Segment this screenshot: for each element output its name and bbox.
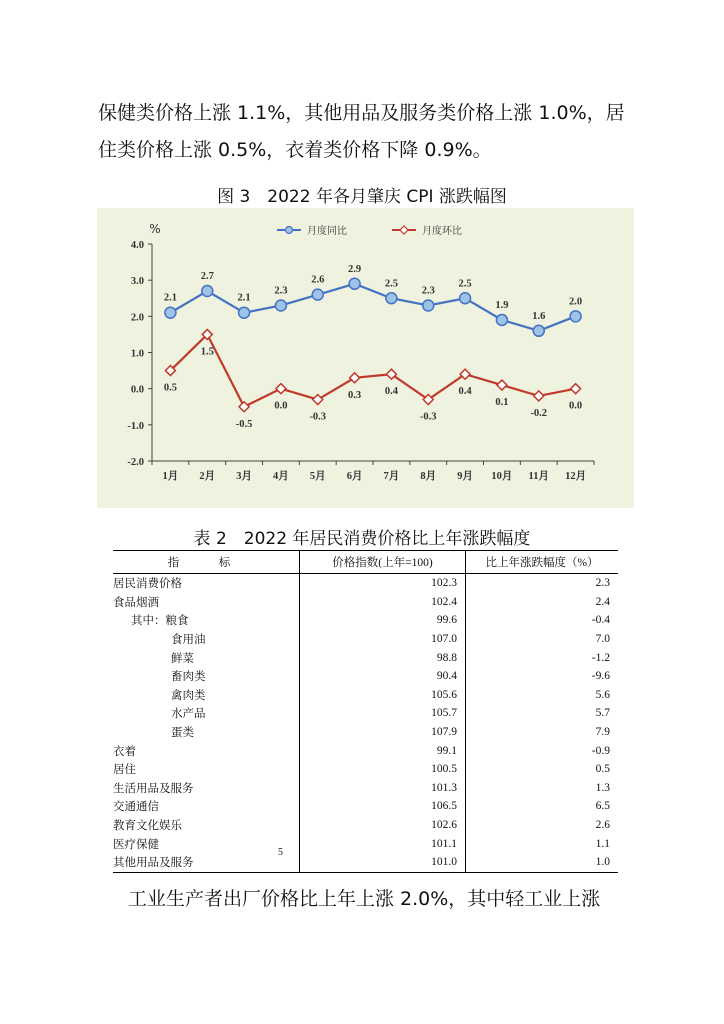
row-index: 99.1 [300,741,466,760]
series-line-mom [170,334,575,409]
row-index: 105.6 [300,686,466,705]
row-indicator: 医疗保健 [113,834,300,853]
y-tick-label: 1.0 [130,348,144,360]
row-indicator: 其中：粮食 [113,611,300,630]
legend-marker [400,226,408,234]
data-label: 2.7 [200,271,214,283]
table-row [113,779,618,798]
row-index: 105.7 [300,704,466,723]
data-point-mom [239,402,249,412]
x-tick-label: 12月 [565,471,587,482]
body-paragraph-top: 保健类价格上涨 1.1%，其他用品及服务类价格上涨 1.0%，居住类价格上涨 0.5%，衣着类价格下降 0.9%。 [98,102,625,161]
data-label: 2.0 [569,296,583,308]
x-tick-label: 3月 [236,471,252,482]
legend-label: 月度环比 [422,226,462,237]
data-label: -0.3 [419,411,437,423]
y-tick-label: 4.0 [130,240,144,251]
table-row [113,834,618,853]
y-tick-label: 0.0 [130,384,144,396]
x-tick-label: 6月 [346,471,363,482]
y-tick-label: -2.0 [127,457,144,468]
series-line-yoy [170,284,575,331]
row-index: 102.3 [300,574,466,593]
chart-canvas [97,208,634,508]
row-change: 5.6 [595,688,610,701]
row-indicator: 居民消费价格 [113,574,300,593]
row-index: 107.0 [300,630,466,649]
data-label: 0.5 [163,382,177,394]
data-label: 2.9 [348,263,362,275]
data-label: 0.4 [458,386,472,398]
data-label: 1.6 [532,310,546,322]
header-indicator: 指 标 [113,551,300,574]
data-label: 1.5 [200,346,214,358]
data-label: 2.6 [311,274,325,286]
row-change: 0.5 [595,763,610,776]
data-label: 0.1 [495,397,509,409]
table-row [113,797,618,816]
figure-caption: 图 3 2022 年各月肇庆 CPI 涨跌幅图 [217,187,507,207]
x-tick-label: 9月 [457,471,473,482]
data-label: 0.0 [274,400,288,412]
header-index: 价格指数(上年=100) [300,551,466,574]
data-point-yoy [496,314,507,325]
row-index: 101.0 [300,853,466,872]
row-indicator: 食品烟酒 [113,593,300,612]
table-row [113,686,618,705]
data-point-yoy [165,307,176,318]
data-point-yoy [423,300,434,311]
row-indicator: 生活用品及服务 [113,779,300,798]
row-index: 101.3 [300,779,466,798]
data-label: 0.4 [384,386,398,398]
data-label: -0.2 [530,407,548,419]
table-body [113,574,618,873]
table-row [113,816,618,835]
row-change: -1.2 [591,651,610,664]
row-change: 1.0 [466,853,619,872]
body-paragraph-bottom: 工业生产者出厂价格比上年上涨 2.0%，其中轻工业上涨 [128,888,601,910]
x-tick-label: 5月 [309,471,326,482]
row-indicator: 居住 [113,760,300,779]
data-point-yoy [239,307,250,318]
row-change: 2.4 [595,595,610,608]
x-tick-label: 4月 [273,471,289,482]
y-tick-label: 2.0 [130,312,144,324]
row-indicator: 交通通信 [113,797,300,816]
table-row [113,723,618,742]
data-point-yoy [202,286,213,297]
data-label: 2.1 [163,292,177,304]
y-tick-label: 3.0 [130,276,144,288]
row-index: 101.1 [300,834,466,853]
row-indicator: 水产品 [113,704,300,723]
row-change: 7.0 [595,633,610,646]
data-point-yoy [533,325,544,336]
data-point-mom [571,384,581,394]
data-point-yoy [386,293,397,304]
x-tick-label: 1月 [162,471,179,482]
row-index: 107.9 [300,723,466,742]
data-point-mom [350,373,360,383]
row-change: 1.3 [595,781,610,794]
x-tick-label: 11月 [528,471,549,482]
data-point-mom [534,391,544,401]
row-change: -0.4 [591,614,610,627]
x-tick-label: 10月 [491,471,513,482]
table-row [113,611,618,630]
data-label: 2.3 [274,285,288,297]
data-label: 2.5 [384,278,398,290]
table-header-row [113,551,618,574]
table-caption: 表 2 2022 年居民消费价格比上年涨跌幅度 [193,529,531,549]
x-tick-label: 2月 [199,471,216,482]
data-point-yoy [570,311,581,322]
y-axis-unit: % [149,222,161,236]
table-row [113,630,618,649]
row-index: 100.5 [300,760,466,779]
header-change: 比上年涨跌幅度（%） [466,551,619,574]
data-label: 2.1 [237,292,251,304]
row-change: 1.1 [595,837,610,850]
row-index: 106.5 [300,797,466,816]
data-label: -0.5 [235,418,253,430]
row-index: 90.4 [300,667,466,686]
row-change: -9.6 [591,670,610,683]
row-change: 7.9 [595,726,610,739]
table-row [113,574,618,593]
cpi-line-chart [97,208,634,508]
row-index: 98.8 [300,648,466,667]
row-change: 2.6 [595,819,610,832]
row-indicator: 鲜菜 [113,648,300,667]
cpi-table [113,550,618,873]
legend-marker [286,227,293,234]
data-label: 0.0 [569,400,583,412]
table-row [113,667,618,686]
page-number: 5 [278,847,283,858]
row-change: 2.3 [595,577,610,590]
x-tick-label: 8月 [420,471,437,482]
row-change: 5.7 [595,707,610,720]
data-point-mom [497,380,507,390]
row-index: 102.4 [300,593,466,612]
y-tick-label: -1.0 [127,420,144,432]
table-row [113,593,618,612]
x-tick-label: 7月 [383,471,400,482]
data-point-yoy [275,300,286,311]
data-point-mom [276,384,286,394]
row-change: 6.5 [595,800,610,813]
data-point-yoy [312,289,323,300]
row-indicator: 畜肉类 [113,667,300,686]
legend-label: 月度同比 [307,226,347,237]
row-indicator: 食用油 [113,630,300,649]
row-indicator: 蛋类 [113,723,300,742]
data-point-yoy [349,278,360,289]
data-label: 2.3 [421,285,435,297]
table-row [113,648,618,667]
data-point-mom [313,395,323,405]
row-index: 102.6 [300,816,466,835]
data-label: -0.3 [309,411,327,423]
row-change: -0.9 [591,744,610,757]
row-indicator: 禽肉类 [113,686,300,705]
row-index: 99.6 [300,611,466,630]
row-indicator: 衣着 [113,741,300,760]
row-indicator: 其他用品及服务 [113,853,300,872]
data-label: 0.3 [348,389,362,401]
row-indicator: 教育文化娱乐 [113,816,300,835]
table-row [113,760,618,779]
data-point-yoy [460,293,471,304]
data-label: 1.9 [495,299,509,311]
table-row [113,741,618,760]
data-label: 2.5 [458,278,472,290]
table-row [113,853,618,872]
table-row [113,704,618,723]
